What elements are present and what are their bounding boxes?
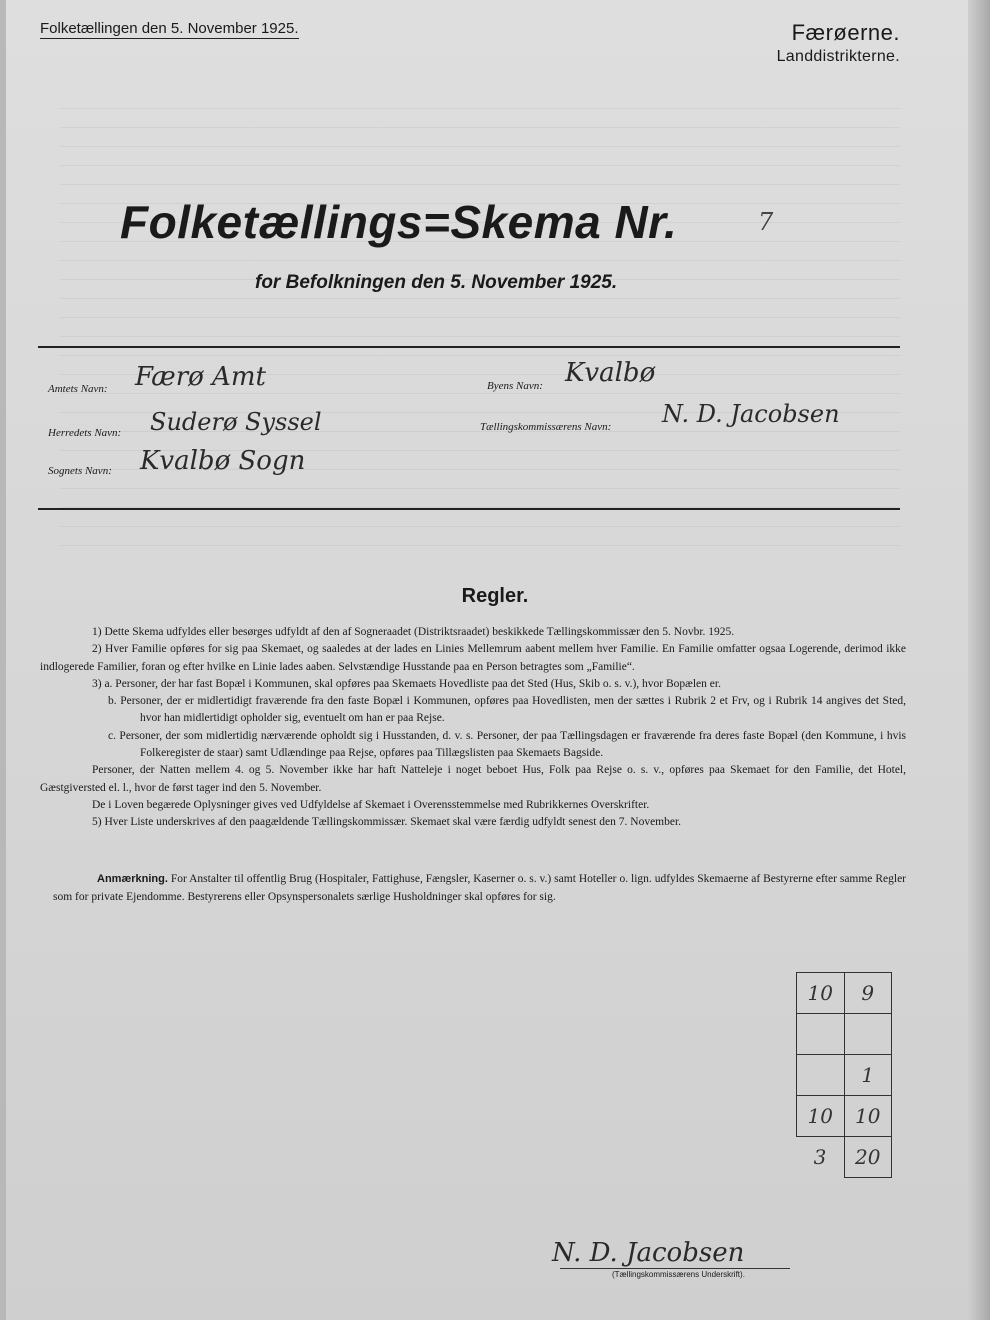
form-subtitle: for Befolkningen den 5. November 1925.	[255, 272, 618, 293]
sogn-label: Sognets Navn:	[48, 465, 112, 477]
remark-label: Anmærkning.	[97, 873, 168, 885]
rules-heading: Regler.	[461, 585, 529, 607]
herred-label: Herredets Navn:	[48, 427, 122, 439]
census-header: Folketællingen den 5. November 1925.	[40, 20, 299, 37]
rule-3c: c. Personer, der som midlertidig nærværende opholdt sig i Husstanden, d. v. s. Personer, der paa Tællingsdagen er fraværende fra deres faste Bopæl (den Kommune, i hvis Folkeregister de staar) samt Udlændinge paa Rejse, opføres paa Tillægslisten paa Skemaets Bagside.	[108, 729, 906, 760]
tally-cell: 10	[797, 1096, 845, 1137]
by-label: Byens Navn:	[487, 380, 543, 392]
region-header	[777, 20, 900, 66]
rule-3a: 3) a. Personer, der har fast Bopæl i Kommunen, skal opføres paa Skemaets Hovedliste paa det Sted (Hus, Skib o. s. v.), hvor Bopælen er.	[92, 677, 721, 690]
signature-caption: (Tællingskommissærens Underskrift).	[612, 1270, 745, 1279]
divider-bottom	[38, 508, 900, 510]
district-type: Landdistrikterne.	[776, 48, 900, 65]
tally-cell: 10	[844, 1096, 892, 1137]
tally-cell: 3	[813, 1145, 827, 1170]
signature-line	[560, 1268, 790, 1269]
rule-4a: Personer, der Natten mellem 4. og 5. November ikke har haft Natteleje i noget beboet Hus, Folk paa Rejse o. s. v., opføres paa Skemaet for den Familie, det Hotel, Gæstgiversted el. l., hvor de først tager ind den 5. November.	[40, 764, 906, 794]
tally-cell: 10	[797, 973, 845, 1014]
divider-top	[38, 346, 900, 348]
tally-cell: 1	[844, 1055, 892, 1096]
amt-label: Amtets Navn:	[48, 383, 108, 395]
rule-1: 1) Dette Skema udfyldes eller besørges udfyldt af den af Sogneraadet (Distriktsraadet) beskikkede Tællingskommissær den 5. Novbr. 1925.	[92, 626, 735, 638]
remark-text: For Anstalter til offentlig Brug (Hospitaler, Fattighuse, Fængsler, Kaserner o. s. v.) samt Hoteller o. lign. udfyldes Skemaerne af Bestyrerne efter samme Regler som for private Ejendomme. Bestyrerens eller Opsynspersonalets særlige Husholdninger skal opføres for sig.	[53, 873, 906, 903]
region-name: Færøerne.	[791, 20, 900, 45]
tally-cell	[844, 1014, 892, 1055]
kommissaer-value: N. D. Jacobsen	[662, 400, 840, 428]
page-edge-right	[968, 0, 990, 1320]
rules-list	[40, 624, 906, 832]
tally-cell	[797, 1014, 845, 1055]
signature: N. D. Jacobsen	[552, 1238, 745, 1268]
bleed-through-texture	[60, 90, 900, 560]
tally-cell: 9	[844, 973, 892, 1014]
form-number: 7	[758, 208, 774, 236]
herred-value: Suderø Syssel	[150, 408, 322, 436]
tally-cell	[797, 1055, 845, 1096]
remark	[53, 870, 906, 906]
rule-3b: b. Personer, der er midlertidigt fraværende fra den faste Bopæl i Kommunen, opføres paa Hovedlisten, men der sættes i Rubrik 2 et Frv, og i Rubrik 14 angives det Sted, hvor han midlertidigt opholder sig, eventuelt om han er paa Rejse.	[108, 695, 906, 725]
rule-4b: De i Loven begærede Oplysninger gives ved Udfyldelse af Skemaet i Overensstemmelse med Rubrikkernes Overskrifter.	[92, 798, 650, 811]
tally-cell: 20	[844, 1137, 892, 1178]
page-edge-left	[0, 0, 6, 1320]
sogn-value: Kvalbø Sogn	[140, 446, 306, 476]
rule-5: 5) Hver Liste underskrives af den paagældende Tællingskommissær. Skemaet skal være færdig udfyldt senest den 7. November.	[92, 816, 682, 829]
rule-2: 2) Hver Familie opføres for sig paa Skemaet, og saaledes at der lades en Linies Mellemrum aabent mellem hver Familie. En Familie omfatter ogsaa Logerende, derimod ikke indlogerede Familier, foran og efter hvilke en Linie lades aaben. Selvstændige Husstande paa en Person betragtes som „Familie“.	[40, 643, 906, 673]
by-value: Kvalbø	[565, 358, 656, 388]
amt-value: Færø Amt	[135, 362, 266, 392]
form-title: Folketællings=Skema Nr.	[120, 196, 678, 248]
kommissaer-label: Tællingskommissærens Navn:	[480, 421, 612, 433]
tally-grid	[796, 972, 892, 1178]
